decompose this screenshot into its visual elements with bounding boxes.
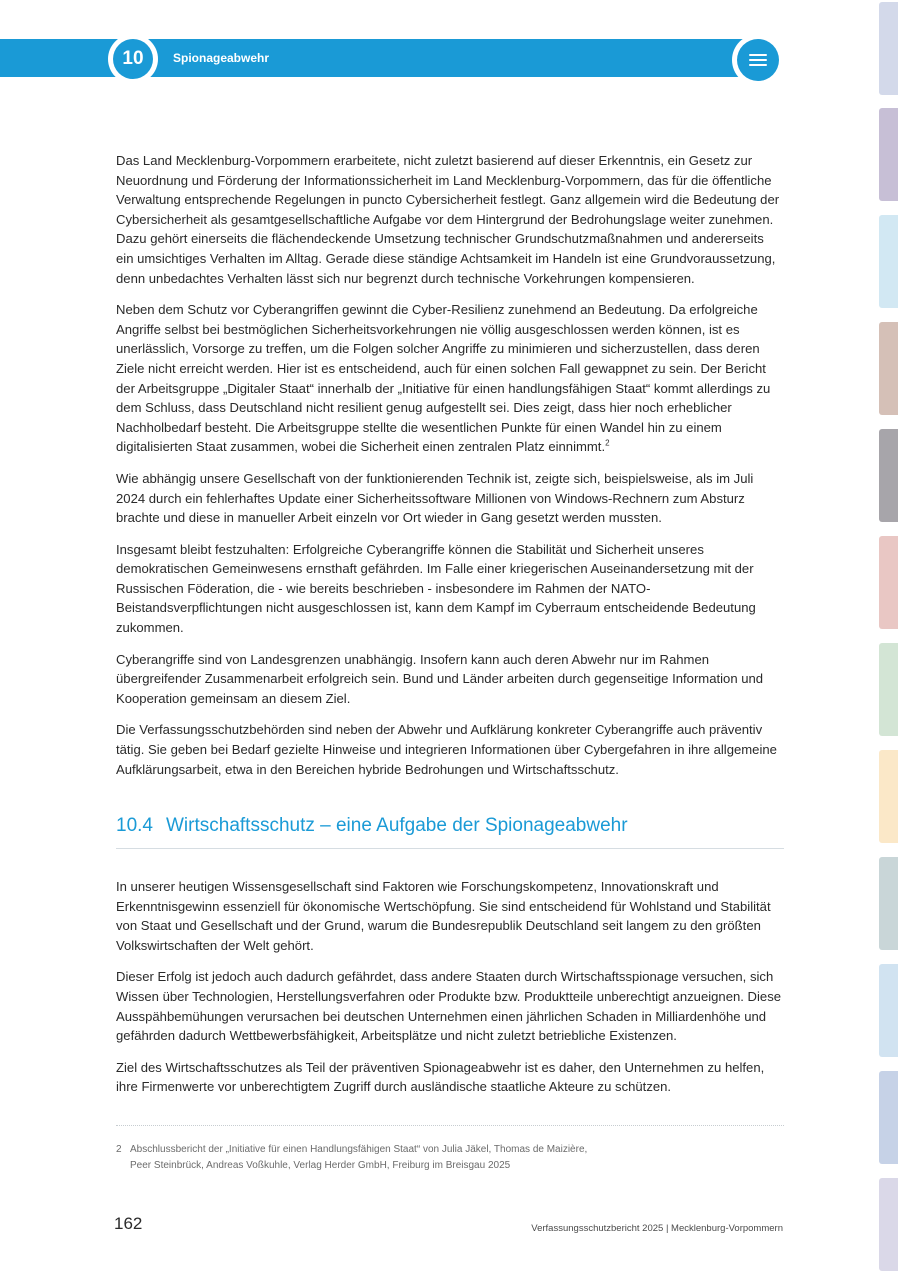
chapter-number: 10 bbox=[113, 39, 153, 79]
footnote bbox=[116, 1142, 676, 1173]
chapter-tab-6[interactable] bbox=[879, 536, 898, 629]
section-title: Wirtschaftsschutz – eine Aufgabe der Spionageabwehr bbox=[166, 815, 628, 836]
body-paragraph-text: Neben dem Schutz vor Cyberangriffen gewinnt die Cyber-Resilienz zunehmend an Bedeutung. Da erfolgreiche Angriffe selbst bei bestmöglichen Sicherheitsvorkehrungen nie völlig ausgeschlossen werden können, ist es unerlässlich, Vorsorge zu treffen, um die Folgen solcher Angriffe zu minimieren und sicherzustellen, dass deren Ziele nicht erreicht werden. Hier ist es entscheidend, auch für einen solchen Fall gewappnet zu sein. Der Bericht der Arbeitsgruppe „Digitaler Staat“ innerhalb der „Initiative für einen handlungsfähigen Staat“ kommt allerdings zu dem Schluss, dass Deutschland nicht resilient genug aufgestellt sei. Dies zeigt, dass hier noch erheblicher Nachholbedarf besteht. Die Arbeitsgruppe stellte die wesentlichen Punkte für einen Wandel hin zu einem digitalisierten Staat zusammen, wobei die Sicherheit einen zentralen Platz einnimmt. bbox=[116, 302, 771, 455]
body-paragraph: Cyberangriffe sind von Landesgrenzen unabhängig. Insofern kann auch deren Abwehr nur im Rahmen übergreifender Zusammenarbeit erfolgreich sein. Bund und Länder arbeiten durch gegenseitige Information und Kooperation gemeinsam an diesem Ziel. bbox=[116, 651, 764, 706]
chapter-tab-4[interactable] bbox=[879, 322, 898, 415]
chapter-tab-2[interactable] bbox=[879, 108, 898, 201]
menu-button[interactable] bbox=[737, 39, 779, 81]
body-text bbox=[116, 151, 784, 791]
section-paragraph: Dieser Erfolg ist jedoch auch dadurch gefährdet, dass andere Staaten durch Wirtschaftsspionage versuchen, sich Wissen über Technologien, Herstellungsverfahren oder Produkte bzw. Produktteile unberechtigt anzueignen. Diese Ausspähbemühungen verursachen bei deutschen Unternehmen einen jährlichen Schaden in Milliardenhöhe und gefährden dadurch Wettbewerbsfähigkeit, Arbeitsplätze und nicht zuletzt betriebliche Existenzen. bbox=[116, 969, 782, 1044]
body-paragraph bbox=[116, 300, 784, 457]
chapter-tab-11[interactable] bbox=[879, 1071, 898, 1164]
section-paragraph: In unserer heutigen Wissensgesellschaft sind Faktoren wie Forschungskompetenz, Innovationskraft und Erkenntnisgewinn essenziell für ökonomische Wertschöpfung. Sie sind entscheidend für Wohlstand und Stabilität von Staat und Gesellschaft und der Grund, warum die Bundesrepublik Deutschland seit langem zu den größten Volkswirtschaften der Welt gehört. bbox=[116, 879, 771, 953]
footnote-number: 2 bbox=[116, 1144, 122, 1155]
chapter-tab-8[interactable] bbox=[879, 750, 898, 843]
section-divider bbox=[116, 848, 784, 849]
chapter-tab-12[interactable] bbox=[879, 1178, 898, 1271]
body-paragraph: Die Verfassungsschutzbehörden sind neben der Abwehr und Aufklärung konkreter Cyberangriffe auch präventiv tätig. Sie geben bei Bedarf gezielte Hinweise und integrieren Informationen über Cybergefahren in ihre allgemeine Aufklärungsarbeit, etwa in den Bereichen hybride Bedrohungen und Wirtschaftsschutz. bbox=[116, 722, 777, 777]
menu-button-frame bbox=[732, 34, 784, 86]
body-paragraph: Wie abhängig unsere Gesellschaft von der funktionierenden Technik ist, zeigte sich, beispielsweise, als im Juli 2024 durch ein fehlerhaftes Update einer Sicherheitssoftware Millionen von Windows-Rechnern zum Absturz brachte und diese in manueller Arbeit einzeln vor Ort wieder in Gang gesetzt werden mussten. bbox=[116, 470, 754, 526]
page-number: 162 bbox=[114, 1214, 143, 1233]
footnote-line: Abschlussbericht der „Initiative für einen Handlungsfähigen Staat“ von Julia Jäkel, Thomas de Maizière, bbox=[130, 1144, 588, 1155]
chapter-tab-7[interactable] bbox=[879, 643, 898, 736]
footnote-reference[interactable]: 2 bbox=[605, 438, 610, 448]
footer-publication-title: Verfassungsschutzbericht 2025 | Mecklenburg-Vorpommern bbox=[531, 1223, 783, 1234]
chapter-number-badge bbox=[108, 34, 158, 84]
footnote-divider bbox=[116, 1125, 784, 1126]
section-paragraph: Ziel des Wirtschaftsschutzes als Teil der präventiven Spionageabwehr ist es daher, den Unternehmen zu helfen, ihre Firmenwerte vor unberechtigtem Zugriff durch ausländische staatliche Akteure zu schützen. bbox=[116, 1059, 765, 1095]
chapter-tab-5[interactable] bbox=[879, 429, 898, 522]
chapter-tab-1[interactable] bbox=[879, 2, 898, 95]
section-number: 10.4 bbox=[116, 815, 153, 836]
section-body-text bbox=[116, 877, 784, 1109]
body-paragraph: Insgesamt bleibt festzuhalten: Erfolgreiche Cyberangriffe können die Stabilität und Sicherheit unseres demokratischen Gemeinwesens ernsthaft gefährden. Im Falle einer kriegerischen Auseinandersetzung mit der Russischen Föderation, die - wie bereits beschrieben - insbesondere im Rahmen der NATO-Beistandsverpflichtungen nicht ausgeschlossen ist, kann dem Kampf im Cyberraum entscheidende Bedeutung zukommen. bbox=[116, 541, 756, 636]
section-heading bbox=[116, 815, 784, 837]
chapter-tab-10[interactable] bbox=[879, 964, 898, 1057]
chapter-tab-3[interactable] bbox=[879, 215, 898, 308]
chapter-tab-9[interactable] bbox=[879, 857, 898, 950]
footnote-line: Peer Steinbrück, Andreas Voßkuhle, Verlag Herder GmbH, Freiburg im Breisgau 2025 bbox=[130, 1159, 511, 1171]
body-paragraph: Das Land Mecklenburg-Vorpommern erarbeitete, nicht zuletzt basierend auf dieser Erkenntnis, ein Gesetz zur Neuordnung und Förderung der Informationssicherheit im Land Mecklenburg-Vorpommern, das für die öffentliche Verwaltung entsprechende Regelungen in puncto Cybersicherheit festlegt. Ganz allgemein wird die Bedeutung der Cybersicherheit als gesamtgesellschaftliche Aufgabe vor dem Hintergrund der Bedrohungslage weiter zunehmen. Dazu gehört einerseits die flächendeckende Umsetzung technischer Grundschutzmaßnahmen und andererseits ein umsichtiges Verhalten im Alltag. Gerade diese ständige Achtsamkeit im Handeln ist eine Grundvoraussetzung, denn unbedachtes Verhalten lässt sich nur begrenzt durch technische Vorkehrungen kompensieren. bbox=[116, 153, 780, 286]
chapter-title: Spionageabwehr bbox=[173, 51, 270, 65]
